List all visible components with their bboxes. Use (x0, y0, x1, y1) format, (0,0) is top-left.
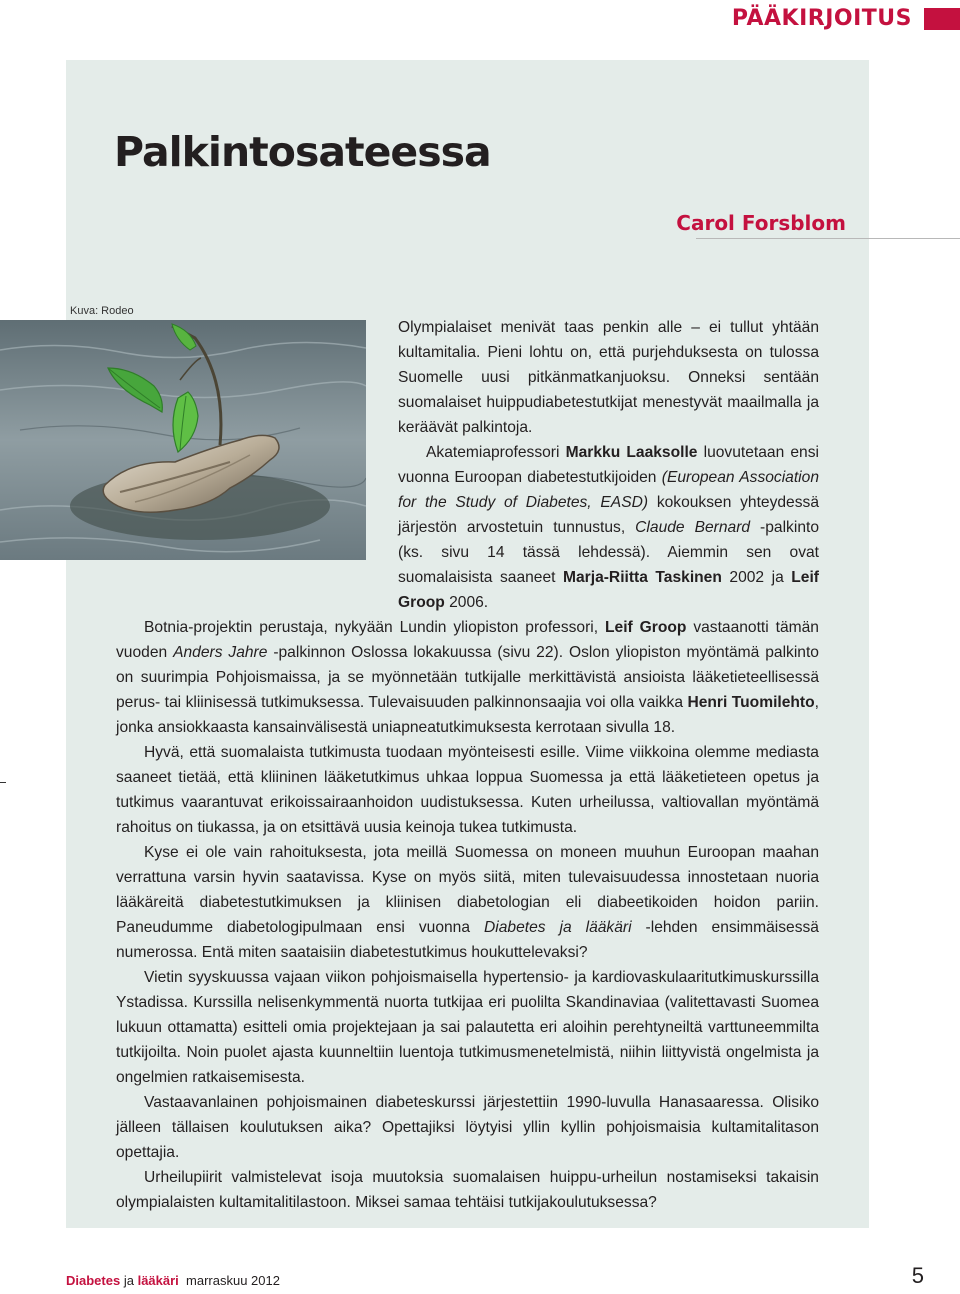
paragraph-botnia: Botnia-projektin perustaja, nykyään Lundin yliopiston professori, Leif Groop vastaanotti tämän vuoden Anders Jahre -palkinnon Oslossa lokakuussa (sivu 22). Oslon yliopiston myöntämä palkinto on suurimpia Pohjoismaissa, ja se myönnetään tutkijalle merkittävistä ansioista lääketieteellisessä perus- tai kliinisessä tutkimuksessa. Tulevaisuuden palkinnonsaajia voi olla vaikka Henri Tuomilehto, jonka ansiokkaasta kansainvälisestä uniapneatutkimuksesta kerrotaan sivulla 18. (116, 619, 819, 736)
footer-magazine-name: Diabetes ja lääkäri marraskuu 2012 (66, 1273, 280, 1288)
person-markku-laakso: Markku Laaksolle (565, 444, 698, 461)
body-text (116, 615, 819, 1215)
paragraph-research-funding: Hyvä, että suomalaista tutkimusta tuodaan myönteisesti esille. Viime viikkoina olemme mediasta saaneet tietää, että kliininen lääketutkimus uhkaa loppua Suomessa ja että lääketieteen opetus ja tutkimus vaarantuvat erikoissairaanhoidon uudistuksessa. Kuten urheilussa, valtiovallan myöntämä rahoitus on tiukassa, ja on etsittävä uusia keinoja tukea tutkimusta. (116, 744, 819, 836)
photo-credit: Kuva: Rodeo (70, 305, 134, 317)
paragraph-ystad-course: Vietin syyskuussa vajaan viikon pohjoismaisella hypertensio- ja kardiovaskulaaritutkimuskurssilla Ystadissa. Kurssilla nelisenkymmentä nuorta tutkijaa eri puolilta Skandinaviaa (valitettavasti Suomea lukuun ottamatta) esitteli omia projektejaan ja sai palautetta eri aloihin perehtyneiltä varttuneemmilta tutkijoilta. Noin puolet ajasta kuunneltiin luentoja tutkimusmenetelmistä, niihin liittyvistä ongelmista ja ongelmien ratkaisemisesta. (116, 969, 819, 1086)
article-photo (0, 320, 366, 560)
article-author: Carol Forsblom (676, 211, 846, 235)
paragraph-sports: Urheilupiirit valmistelevat isoja muutoksia suomalaisen huippu-urheilun nostamiseksi takaisin olympialaisten kultamitalitilastoon. Miksei samaa tehtäisi tutkijakoulutuksessa? (116, 1169, 819, 1211)
paragraph-awards: Akatemiaprofessori Markku Laaksolle luovutetaan ensi vuonna Euroopan diabetestutkijoiden (European Association for the Study of Diabetes, EASD) kokouksen yhteydessä järjestön arvostetuin tunnustus, Claude Bernard -palkinto (ks. sivu 14 tässä lehdessä). Aiemmin sen ovat suomalaisista saaneet Marja-Riitta Taskinen 2002 ja Leif Groop 2006. (398, 444, 819, 611)
person-leif-groop: Leif Groop (398, 569, 819, 611)
crop-mark (0, 782, 6, 783)
page-number: 5 (911, 1263, 924, 1288)
paragraph-hanasaari: Vastaavanlainen pohjoismainen diabeteskurssi järjestettiin 1990-luvulla Hanasaaressa. Olisiko jälleen tällaisen koulutuksen aika? Opettajiksi löytyisi yllin kyllin pohjoismaisia kultamitalitason opettajia. (116, 1094, 819, 1161)
lead-text (398, 315, 819, 615)
person-henri-tuomilehto: Henri Tuomilehto (687, 694, 815, 711)
section-label: PÄÄKIRJOITUS (731, 6, 912, 31)
paragraph-young-doctors: Kyse ei ole vain rahoituksesta, jota meillä Suomessa on moneen muuhun Euroopan maahan verrattuna varsin hyvin saatavissa. Kyse on myös siitä, miten tulevaisuudessa innostetaan nuoria lääkäreitä diabetestutkimuksen ja kliinisen diabetologian eli diabeetikoiden hoidon pariin. Paneudumme diabetologipulmaan ensi vuonna Diabetes ja lääkäri -lehden ensimmäisessä numerossa. Entä miten saataisiin diabetestutkimus houkuttelevaksi? (116, 844, 819, 961)
article-title: Palkintosateessa (114, 128, 491, 176)
person-marja-riitta-taskinen: Marja-Riitta Taskinen (563, 569, 722, 586)
lead-paragraph: Olympialaiset menivät taas penkin alle – ei tullut yhtään kultamitalia. Pieni lohtu on, että purjehduksesta on tulossa Suomelle uusi pitkänmatkanjuoksu. Onneksi sentään suomalaiset huippudiabetestutkijat menestyvät maailmalla ja keräävät palkintoja. (398, 319, 819, 436)
section-marker (924, 8, 960, 30)
person-leif-groop-2: Leif Groop (605, 619, 687, 636)
footer-issue: marraskuu 2012 (186, 1273, 280, 1288)
author-divider (696, 238, 960, 239)
